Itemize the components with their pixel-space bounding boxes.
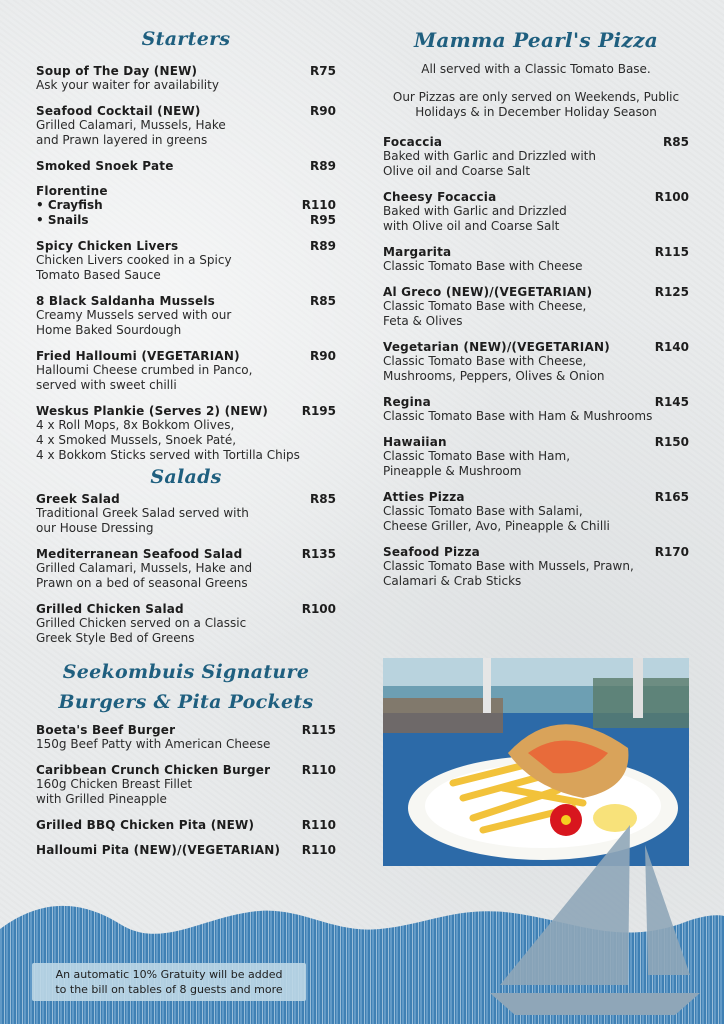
pizza-item-price: R115 xyxy=(654,245,689,259)
starter-item-name: Fried Halloumi (VEGETARIAN) xyxy=(36,349,240,363)
pizza-item-description: Baked with Garlic and Drizzled xyxy=(383,204,567,218)
burger-item-price: R115 xyxy=(301,723,336,737)
pizza-item xyxy=(383,135,689,179)
starters-heading: Starters xyxy=(141,28,231,50)
burger-item-name: Grilled BBQ Chicken Pita (NEW) xyxy=(36,818,255,832)
pizza-item-description: Pineapple & Mushroom xyxy=(383,464,522,478)
pizza-item xyxy=(383,490,689,534)
starter-item-price: R90 xyxy=(310,104,336,118)
salad-item-description: our House Dressing xyxy=(36,521,154,535)
pizza-item-header xyxy=(383,135,689,149)
gratuity-line1: An automatic 10% Gratuity will be added xyxy=(55,968,283,981)
starter-item-price: R90 xyxy=(310,349,336,363)
pizza-item-header xyxy=(383,395,689,409)
salad-item-description: Grilled Calamari, Mussels, Hake and xyxy=(36,561,253,575)
pizza-item-name: Margarita xyxy=(383,245,452,259)
starter-sub-item-price: R95 xyxy=(310,213,336,227)
burger-item-price: R110 xyxy=(301,818,336,832)
salad-item-price: R85 xyxy=(310,492,336,506)
starter-item-description: Home Baked Sourdough xyxy=(36,323,182,337)
pizza-item-description: Baked with Garlic and Drizzled with xyxy=(383,149,596,163)
pizza-item-description: Cheese Griller, Avo, Pineapple & Chilli xyxy=(383,519,610,533)
burger-item-name: Boeta's Beef Burger xyxy=(36,723,176,737)
salad-item-header xyxy=(36,602,336,616)
salad-item-description: Grilled Chicken served on a Classic xyxy=(36,616,247,630)
starter-item xyxy=(36,184,336,228)
pizza-heading: Mamma Pearl's Pizza xyxy=(413,28,659,52)
starter-item-name: Soup of The Day (NEW) xyxy=(36,64,198,78)
starter-item-header xyxy=(36,159,336,173)
starter-item-description: and Prawn layered in greens xyxy=(36,133,208,147)
starter-item xyxy=(36,239,336,283)
right-column xyxy=(383,28,689,600)
salad-item xyxy=(36,602,336,646)
burger-item xyxy=(36,723,336,752)
salad-item-name: Greek Salad xyxy=(36,492,120,506)
pizza-note-days-line1: Our Pizzas are only served on Weekends, Public xyxy=(392,90,680,104)
burger-item-description: 150g Beef Patty with American Cheese xyxy=(36,737,271,751)
salad-item-header xyxy=(36,492,336,506)
pizza-item xyxy=(383,435,689,479)
salad-item-price: R135 xyxy=(301,547,336,561)
salads-list xyxy=(36,492,336,646)
starter-item-description: Halloumi Cheese crumbed in Panco, xyxy=(36,363,253,377)
burger-item xyxy=(36,843,336,857)
starter-item xyxy=(36,64,336,93)
starter-item-description: served with sweet chilli xyxy=(36,378,177,392)
pizza-item-price: R100 xyxy=(654,190,689,204)
left-column xyxy=(36,28,336,868)
starter-item-name: Weskus Plankie (Serves 2) (NEW) xyxy=(36,404,269,418)
starter-sub-item xyxy=(36,213,336,228)
pizza-item-name: Vegetarian (NEW)/(VEGETARIAN) xyxy=(383,340,610,354)
starter-item-price: R89 xyxy=(310,239,336,253)
pizza-note-base: All served with a Classic Tomato Base. xyxy=(421,62,651,76)
pizza-note-days-line2: Holidays & in December Holiday Season xyxy=(415,105,657,119)
starter-item-header xyxy=(36,239,336,253)
pizza-item-header xyxy=(383,245,689,259)
pizza-item-description: Classic Tomato Base with Ham & Mushrooms xyxy=(383,409,653,423)
starter-item xyxy=(36,159,336,173)
burger-item-price: R110 xyxy=(301,763,336,777)
pizza-item-price: R140 xyxy=(654,340,689,354)
pizza-item-description: Classic Tomato Base with Salami, xyxy=(383,504,583,518)
starter-item-price: R75 xyxy=(310,64,336,78)
pizza-item-description: Classic Tomato Base with Cheese, xyxy=(383,354,587,368)
burger-item-header xyxy=(36,818,336,832)
starter-item-name: Florentine xyxy=(36,184,108,198)
burgers-heading-line1: Seekombuis Signature xyxy=(62,661,310,683)
pizza-item-price: R165 xyxy=(654,490,689,504)
pizza-item-description: Classic Tomato Base with Cheese xyxy=(383,259,583,273)
salad-item xyxy=(36,547,336,591)
pizza-item-header xyxy=(383,285,689,299)
pizza-item-description: with Olive oil and Coarse Salt xyxy=(383,219,560,233)
pizza-item-name: Focaccia xyxy=(383,135,443,149)
pizza-item xyxy=(383,340,689,384)
starter-item-name: Spicy Chicken Livers xyxy=(36,239,179,253)
starter-item-header xyxy=(36,104,336,118)
pizza-item-header xyxy=(383,340,689,354)
pizza-item-description: Calamari & Crab Sticks xyxy=(383,574,522,588)
starter-item-name: 8 Black Saldanha Mussels xyxy=(36,294,216,308)
starter-item-description: 4 x Smoked Mussels, Snoek Paté, xyxy=(36,433,237,447)
pizza-item-description: Olive oil and Coarse Salt xyxy=(383,164,531,178)
pizza-item xyxy=(383,395,689,424)
pizza-item xyxy=(383,545,689,589)
burger-item xyxy=(36,818,336,832)
starter-item-description: Tomato Based Sauce xyxy=(36,268,161,282)
salad-item xyxy=(36,492,336,536)
pizza-item-price: R170 xyxy=(654,545,689,559)
starter-item-header xyxy=(36,294,336,308)
starter-item-header xyxy=(36,349,336,363)
starter-item-header xyxy=(36,184,336,198)
pizza-item-name: Regina xyxy=(383,395,431,409)
burger-item-header xyxy=(36,763,336,777)
starter-item-price: R85 xyxy=(310,294,336,308)
pizza-item-description: Classic Tomato Base with Mussels, Prawn, xyxy=(383,559,634,573)
burger-item-price: R110 xyxy=(301,843,336,857)
starter-item xyxy=(36,404,336,463)
salad-item-header xyxy=(36,547,336,561)
starter-item-header xyxy=(36,404,336,418)
starter-sub-item-price: R110 xyxy=(301,198,336,212)
pizza-item-header xyxy=(383,435,689,449)
starter-item-description: 4 x Bokkom Sticks served with Tortilla Chips xyxy=(36,448,300,462)
starter-item-description: Creamy Mussels served with our xyxy=(36,308,232,322)
burger-item-header xyxy=(36,843,336,857)
starter-item xyxy=(36,294,336,338)
starter-sub-item-name: • Snails xyxy=(36,213,89,227)
burgers-list xyxy=(36,723,336,857)
pizza-item xyxy=(383,285,689,329)
burgers-heading-line2: Burgers & Pita Pockets xyxy=(58,691,314,713)
starter-item-header xyxy=(36,64,336,78)
pizza-item-name: Seafood Pizza xyxy=(383,545,480,559)
starter-item-price: R195 xyxy=(301,404,336,418)
starter-item-description: Chicken Livers cooked in a Spicy xyxy=(36,253,232,267)
starter-item xyxy=(36,104,336,148)
pizza-item-name: Al Greco (NEW)/(VEGETARIAN) xyxy=(383,285,593,299)
salad-item-description: Traditional Greek Salad served with xyxy=(36,506,249,520)
pizza-item-header xyxy=(383,490,689,504)
salad-item-description: Prawn on a bed of seasonal Greens xyxy=(36,576,248,590)
salads-heading: Salads xyxy=(150,466,222,488)
salad-item-name: Grilled Chicken Salad xyxy=(36,602,184,616)
pizza-item-price: R85 xyxy=(663,135,689,149)
burger-item-description: 160g Chicken Breast Fillet xyxy=(36,777,193,791)
burger-item-description: with Grilled Pineapple xyxy=(36,792,167,806)
starter-item-name: Seafood Cocktail (NEW) xyxy=(36,104,201,118)
pizza-list xyxy=(383,135,689,589)
pizza-item-name: Hawaiian xyxy=(383,435,447,449)
starter-sub-item xyxy=(36,198,336,213)
gratuity-notice xyxy=(32,963,306,1001)
burger-item-name: Halloumi Pita (NEW)/(VEGETARIAN) xyxy=(36,843,281,857)
starter-item xyxy=(36,349,336,393)
pizza-item xyxy=(383,190,689,234)
pizza-item-description: Classic Tomato Base with Cheese, xyxy=(383,299,587,313)
pizza-item-description: Classic Tomato Base with Ham, xyxy=(383,449,571,463)
salad-item-description: Greek Style Bed of Greens xyxy=(36,631,195,645)
salad-item-name: Mediterranean Seafood Salad xyxy=(36,547,243,561)
starter-item-description: Grilled Calamari, Mussels, Hake xyxy=(36,118,226,132)
salad-item-price: R100 xyxy=(301,602,336,616)
starter-item-description: 4 x Roll Mops, 8x Bokkom Olives, xyxy=(36,418,235,432)
pizza-item-name: Cheesy Focaccia xyxy=(383,190,497,204)
starters-list xyxy=(36,64,336,463)
pizza-item-header xyxy=(383,190,689,204)
pizza-item-price: R125 xyxy=(654,285,689,299)
gratuity-line2: to the bill on tables of 8 guests and more xyxy=(55,983,283,996)
pizza-item-price: R150 xyxy=(654,435,689,449)
burger-item-header xyxy=(36,723,336,737)
pizza-item xyxy=(383,245,689,274)
pizza-item-description: Mushrooms, Peppers, Olives & Onion xyxy=(383,369,605,383)
starter-item-description: Ask your waiter for availability xyxy=(36,78,219,92)
pizza-item-name: Atties Pizza xyxy=(383,490,465,504)
starter-sub-item-name: • Crayfish xyxy=(36,198,103,212)
burger-item xyxy=(36,763,336,807)
pizza-item-description: Feta & Olives xyxy=(383,314,463,328)
burger-item-name: Caribbean Crunch Chicken Burger xyxy=(36,763,271,777)
sailboat-icon xyxy=(460,825,710,1020)
starter-item-name: Smoked Snoek Pate xyxy=(36,159,174,173)
starter-item-price: R89 xyxy=(310,159,336,173)
pizza-item-header xyxy=(383,545,689,559)
pizza-item-price: R145 xyxy=(654,395,689,409)
